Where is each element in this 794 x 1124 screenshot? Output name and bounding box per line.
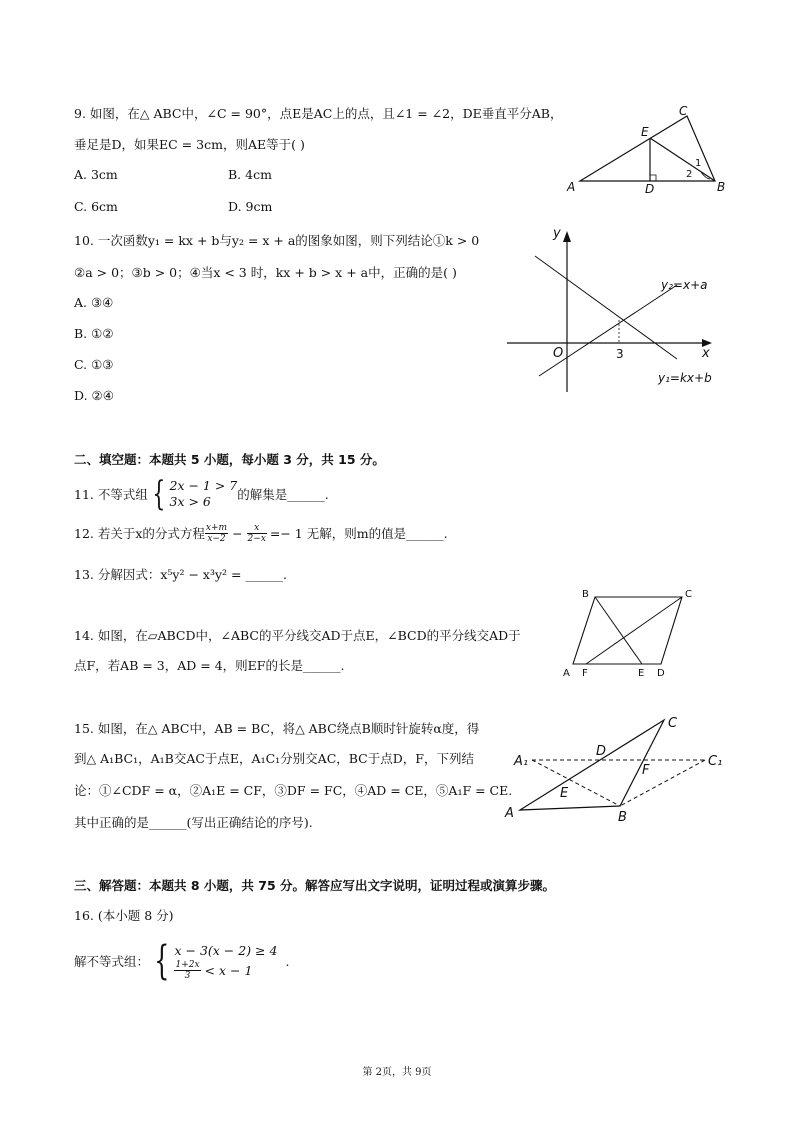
q10-graph-figure — [505, 222, 735, 398]
q12-f2-num: x — [247, 523, 267, 534]
q14-line1: 14. 如图，在▱ABCD中，∠ABC的平分线交AD于点E，∠BCD的平分线交AD于 — [74, 628, 521, 643]
q16-title: 16. (本小题 8 分) — [74, 908, 174, 923]
q10-line1: 10. 一次函数y₁ = kx + b与y₂ = x + a的图象如图，则下列结论①k > 0 — [74, 233, 480, 248]
q12-minus: − — [232, 525, 243, 541]
q9-label-e: E — [641, 125, 649, 139]
q10-option-a: A. ③④ — [74, 295, 114, 310]
q15-label-b: B — [618, 810, 627, 825]
q15-label-d: D — [596, 744, 607, 759]
q9-triangle-figure — [560, 100, 740, 200]
q10-label-y1: y₁=kx+b — [658, 371, 712, 385]
q15-label-c: C — [668, 716, 678, 731]
q16-row2 — [174, 960, 277, 981]
q11 — [74, 474, 329, 514]
q14-parallelogram-figure — [555, 585, 715, 680]
q10-label-x: x — [702, 346, 710, 361]
q10-line2: ②a > 0；③b > 0；④当x < 3 时，kx + b > x + a中，正确的是( ) — [74, 265, 457, 280]
q9-option-a: A. 3cm — [74, 167, 118, 182]
q11-brace: { — [152, 474, 166, 514]
q10-option-c: C. ①③ — [74, 357, 114, 372]
q11-system — [170, 478, 238, 510]
q10-label-origin: O — [553, 346, 564, 361]
q10-label-3: 3 — [616, 347, 624, 361]
q16-brace: { — [154, 938, 170, 984]
q11-row1: 2x − 1 > 7 — [169, 478, 238, 493]
q9-option-c: C. 6cm — [74, 199, 118, 214]
q15-label-c1: C₁ — [708, 754, 723, 769]
q12 — [74, 518, 448, 548]
q12-f2-den: 2−x — [247, 533, 266, 544]
q9-label-angle1: 1 — [695, 158, 702, 169]
q12-f1-num: x+m — [205, 522, 228, 533]
q13-text: 13. 分解因式：x⁵y² − x³y² = ______. — [74, 567, 287, 582]
page-footer: 第 2页，共 9页 — [362, 1067, 432, 1078]
q16-system — [174, 942, 277, 981]
q12-prefix: 12. 若关于x的分式方程 — [74, 526, 205, 541]
q14-label-f: F — [582, 668, 588, 679]
q9-option-b: B. 4cm — [228, 167, 272, 182]
q9-line1: 9. 如图，在△ ABC中，∠C = 90°，点E是AC上的点，且∠1 = ∠2，DE垂直平分AB， — [74, 106, 563, 121]
q16-frac-num: 1+2x — [175, 959, 200, 970]
q16-row2-rest: < x − 1 — [204, 962, 253, 978]
q14-label-b: B — [582, 589, 589, 600]
q15-label-a: A — [505, 806, 514, 821]
q16 — [74, 936, 289, 986]
section-3-heading: 三、解答题：本题共 8 小题，共 75 分。解答应写出文字说明，证明过程或演算步骤。 — [74, 878, 556, 893]
q15-line2: 到△ A₁BC₁，A₁B交AC于点E，A₁C₁分别交AC，BC于点D，F，下列结 — [74, 751, 474, 766]
q9-label-b: B — [717, 180, 726, 194]
q15-label-a1: A₁ — [514, 754, 529, 769]
q11-suffix: 的解集是______. — [237, 487, 329, 502]
section-2-heading: 二、填空题：本题共 5 小题，每小题 3 分，共 15 分。 — [74, 452, 385, 467]
q9-label-angle2: 2 — [686, 169, 693, 180]
q15-line1: 15. 如图，在△ ABC中，AB = BC，将△ ABC绕点B顺时针旋转α度，得 — [74, 721, 480, 736]
q12-suffix: =− 1 无解，则m的值是______. — [269, 526, 448, 541]
q10-label-y: y — [553, 226, 561, 241]
q10-option-b: B. ①② — [74, 326, 114, 341]
q12-fraction-2 — [247, 523, 267, 544]
q14-label-d: D — [657, 668, 665, 679]
q16-frac-den: 3 — [184, 970, 191, 981]
q9-label-a: A — [567, 180, 576, 194]
q9-label-d: D — [645, 182, 655, 196]
q10-label-y2: y₂=x+a — [661, 278, 708, 292]
q14-line2: 点F，若AB = 3，AD = 4，则EF的长是______. — [74, 658, 345, 673]
q16-row1: x − 3(x − 2) ≥ 4 — [174, 942, 278, 958]
q16-suffix: . — [285, 953, 290, 969]
q14-label-a: A — [563, 668, 570, 679]
q11-prefix: 11. 不等式组 — [74, 487, 148, 502]
q16-fraction — [174, 960, 200, 981]
q14-label-c: C — [685, 589, 692, 600]
q15-label-f: F — [642, 763, 650, 778]
q16-prefix: 解不等式组： — [74, 954, 150, 969]
q12-fraction-1 — [205, 523, 228, 544]
q15-label-e: E — [560, 786, 569, 801]
q12-f1-den: x−2 — [207, 533, 226, 544]
q9-option-d: D. 9cm — [228, 199, 273, 214]
q11-row2: 3x > 6 — [169, 494, 211, 509]
q14-label-e: E — [638, 668, 645, 679]
q9-line2: 垂足是D，如果EC = 3cm，则AE等于( ) — [74, 137, 305, 152]
q15-line4: 其中正确的是______(写出正确结论的序号). — [74, 815, 313, 830]
q15-line3: 论：①∠CDF = α，②A₁E = CF，③DF = FC，④AD = CE，⑤A₁F = CE. — [74, 783, 513, 798]
q9-label-c: C — [679, 104, 688, 118]
q10-option-d: D. ②④ — [74, 388, 114, 403]
q15-rotation-figure — [500, 710, 735, 825]
